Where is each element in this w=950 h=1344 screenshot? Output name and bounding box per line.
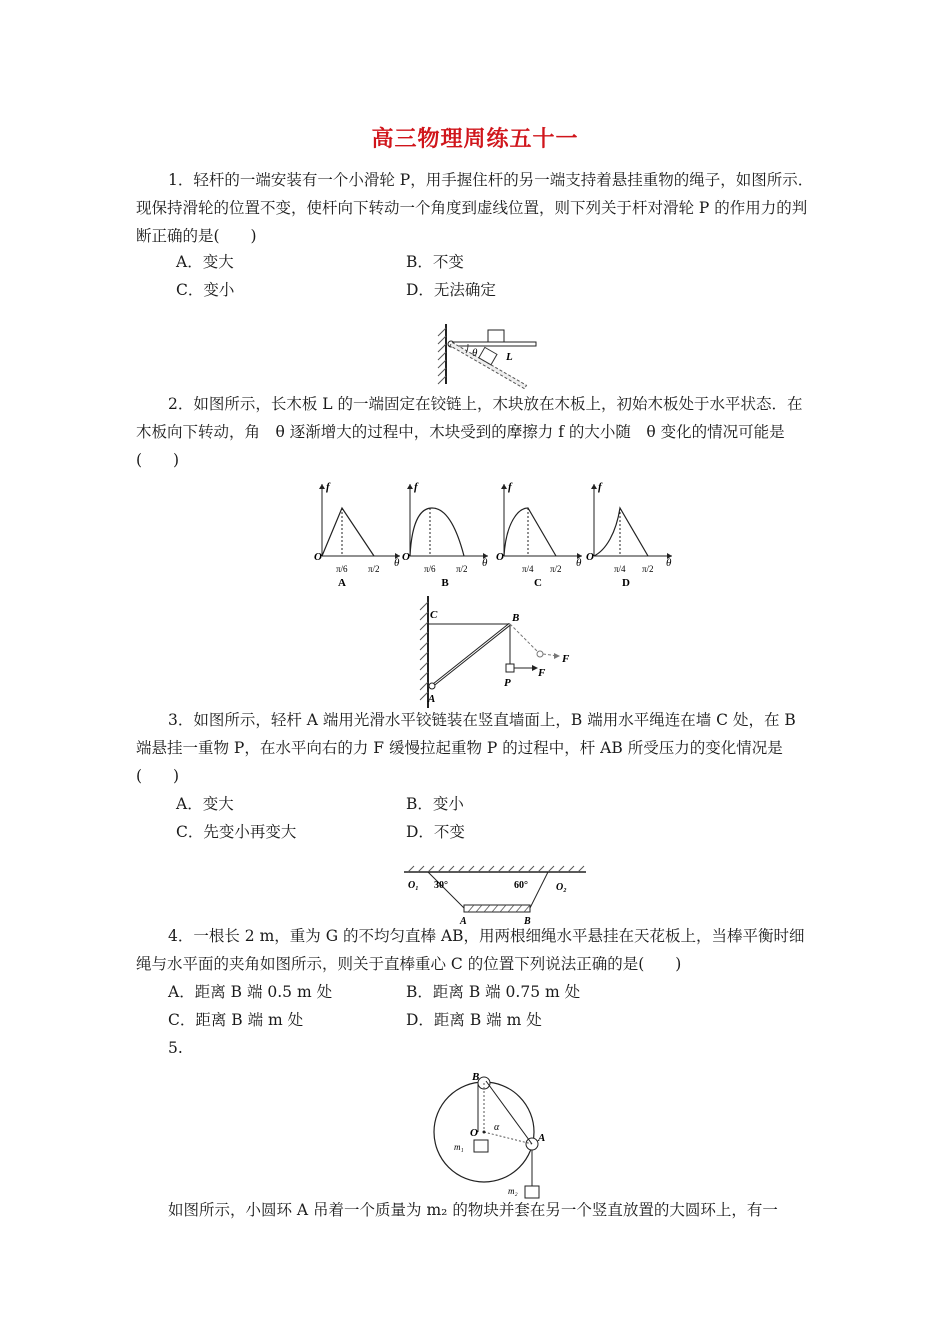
q4-option-c: C．距离 B 端 m 处: [168, 1011, 304, 1029]
point-b-label: B: [472, 1071, 480, 1083]
force-f-label-dashed: F: [562, 653, 570, 665]
q3-option-c: C．先变小再变大: [176, 823, 297, 841]
origin-label: O: [586, 551, 594, 563]
q4-option-a: A．距离 B 端 0.5 m 处: [168, 983, 333, 1001]
figure-plank-block: [430, 320, 545, 392]
q2-graph-b: [400, 478, 492, 590]
question-4-text: 4．一根长 2 m，重为 G 的不均匀直棒 AB，用两根细绳水平悬挂在天花板上，当棒平衡时细绳与水平面的夹角如图所示，则关于直棒重心 C 的位置下列说法正确的是( ): [136, 927, 805, 973]
f-axis-label: f: [508, 481, 512, 493]
f-axis-label: f: [414, 481, 418, 493]
end-tick: π/2: [642, 564, 654, 574]
mass-m2-label: m₂: [508, 1186, 518, 1196]
theta-axis-label: θ: [576, 557, 582, 569]
o1-label: O₁: [408, 880, 419, 891]
point-a-label: A: [428, 693, 436, 705]
q2-graph-a: [312, 478, 404, 590]
graph-label: B: [441, 577, 449, 589]
theta-axis-label: θ: [394, 557, 400, 569]
q1-option-b: B．不变: [406, 253, 464, 271]
question-5-text: 如图所示，小圆环 A 吊着一个质量为 m₂ 的物块并套在另一个竖直放置的大圆环上，有一: [168, 1201, 778, 1219]
graph-label: D: [622, 577, 630, 589]
peak-tick: π/6: [336, 564, 348, 574]
mass-m1-label: m₁: [454, 1142, 464, 1152]
end-tick: π/2: [368, 564, 380, 574]
q4-option-b: B．距离 B 端 0.75 m 处: [406, 983, 581, 1001]
q1-option-a: A．变大: [176, 253, 234, 271]
point-c-label: C: [430, 609, 438, 621]
question-2-text: 2．如图所示，长木板 L 的一端固定在铰链上，木块放在木板上，初始木板处于水平状态．在木板向下转动，角 θ 逐渐增大的过程中，木块受到的摩擦力 f 的大小随 θ 变化的情况可能是( ): [136, 395, 803, 469]
page-title: 高三物理周练五十一: [371, 126, 579, 152]
origin-label: O: [314, 551, 322, 563]
weight-p-label: P: [504, 677, 511, 689]
force-f-label: F: [538, 667, 546, 679]
graph-label: A: [338, 577, 346, 589]
q3-option-a: A．变大: [176, 795, 234, 813]
end-b-label: B: [524, 916, 531, 927]
angle-60-label: 60°: [514, 880, 528, 891]
alpha-label: α: [494, 1122, 500, 1133]
graph-label: C: [534, 577, 542, 589]
center-o-label: O: [470, 1127, 478, 1139]
plank-label: L: [506, 351, 513, 363]
figure-hanging-rod: [400, 864, 590, 928]
question-5-number: 5.: [168, 1039, 183, 1057]
q3-option-b: B．变小: [406, 795, 464, 813]
point-b-label: B: [512, 612, 520, 624]
theta-axis-label: θ: [666, 557, 672, 569]
q2-graph-c: [494, 478, 586, 590]
question-1-text: 1．轻杆的一端安装有一个小滑轮 P，用手握住杆的另一端支持着悬挂重物的绳子，如图所示．现保持滑轮的位置不变，使杆向下转动一个角度到虚线位置，则下列关于杆对滑轮 P 的作用力的判断正确的是( ): [136, 171, 814, 245]
q1-option-d: D．无法确定: [406, 281, 496, 299]
origin-label: O: [402, 551, 410, 563]
figure-wall-rod: [412, 594, 582, 712]
q2-graph-d: [584, 478, 676, 590]
peak-tick: π/4: [522, 564, 534, 574]
o2-label: O₂: [556, 882, 567, 893]
point-a-label: A: [538, 1132, 546, 1144]
peak-tick: π/6: [424, 564, 436, 574]
theta-axis-label: θ: [482, 557, 488, 569]
origin-label: O: [496, 551, 504, 563]
theta-label: θ: [472, 347, 478, 359]
question-3-text: 3．如图所示，轻杆 A 端用光滑水平铰链装在竖直墙面上，B 端用水平绳连在墙 C 处，在 B 端悬挂一重物 P，在水平向右的力 F 缓慢拉起重物 P 的过程中，杆 AB 所受压力的变化情况是( ): [136, 711, 796, 785]
end-a-label: A: [460, 916, 467, 927]
end-tick: π/2: [550, 564, 562, 574]
f-axis-label: f: [598, 481, 602, 493]
figure-circle-rings: [432, 1068, 552, 1204]
f-axis-label: f: [326, 481, 330, 493]
end-tick: π/2: [456, 564, 468, 574]
angle-30-label: 30°: [434, 880, 448, 891]
q1-option-c: C．变小: [176, 281, 235, 299]
q4-option-d: D．距离 B 端 m 处: [406, 1011, 542, 1029]
q3-option-d: D．不变: [406, 823, 465, 841]
peak-tick: π/4: [614, 564, 626, 574]
